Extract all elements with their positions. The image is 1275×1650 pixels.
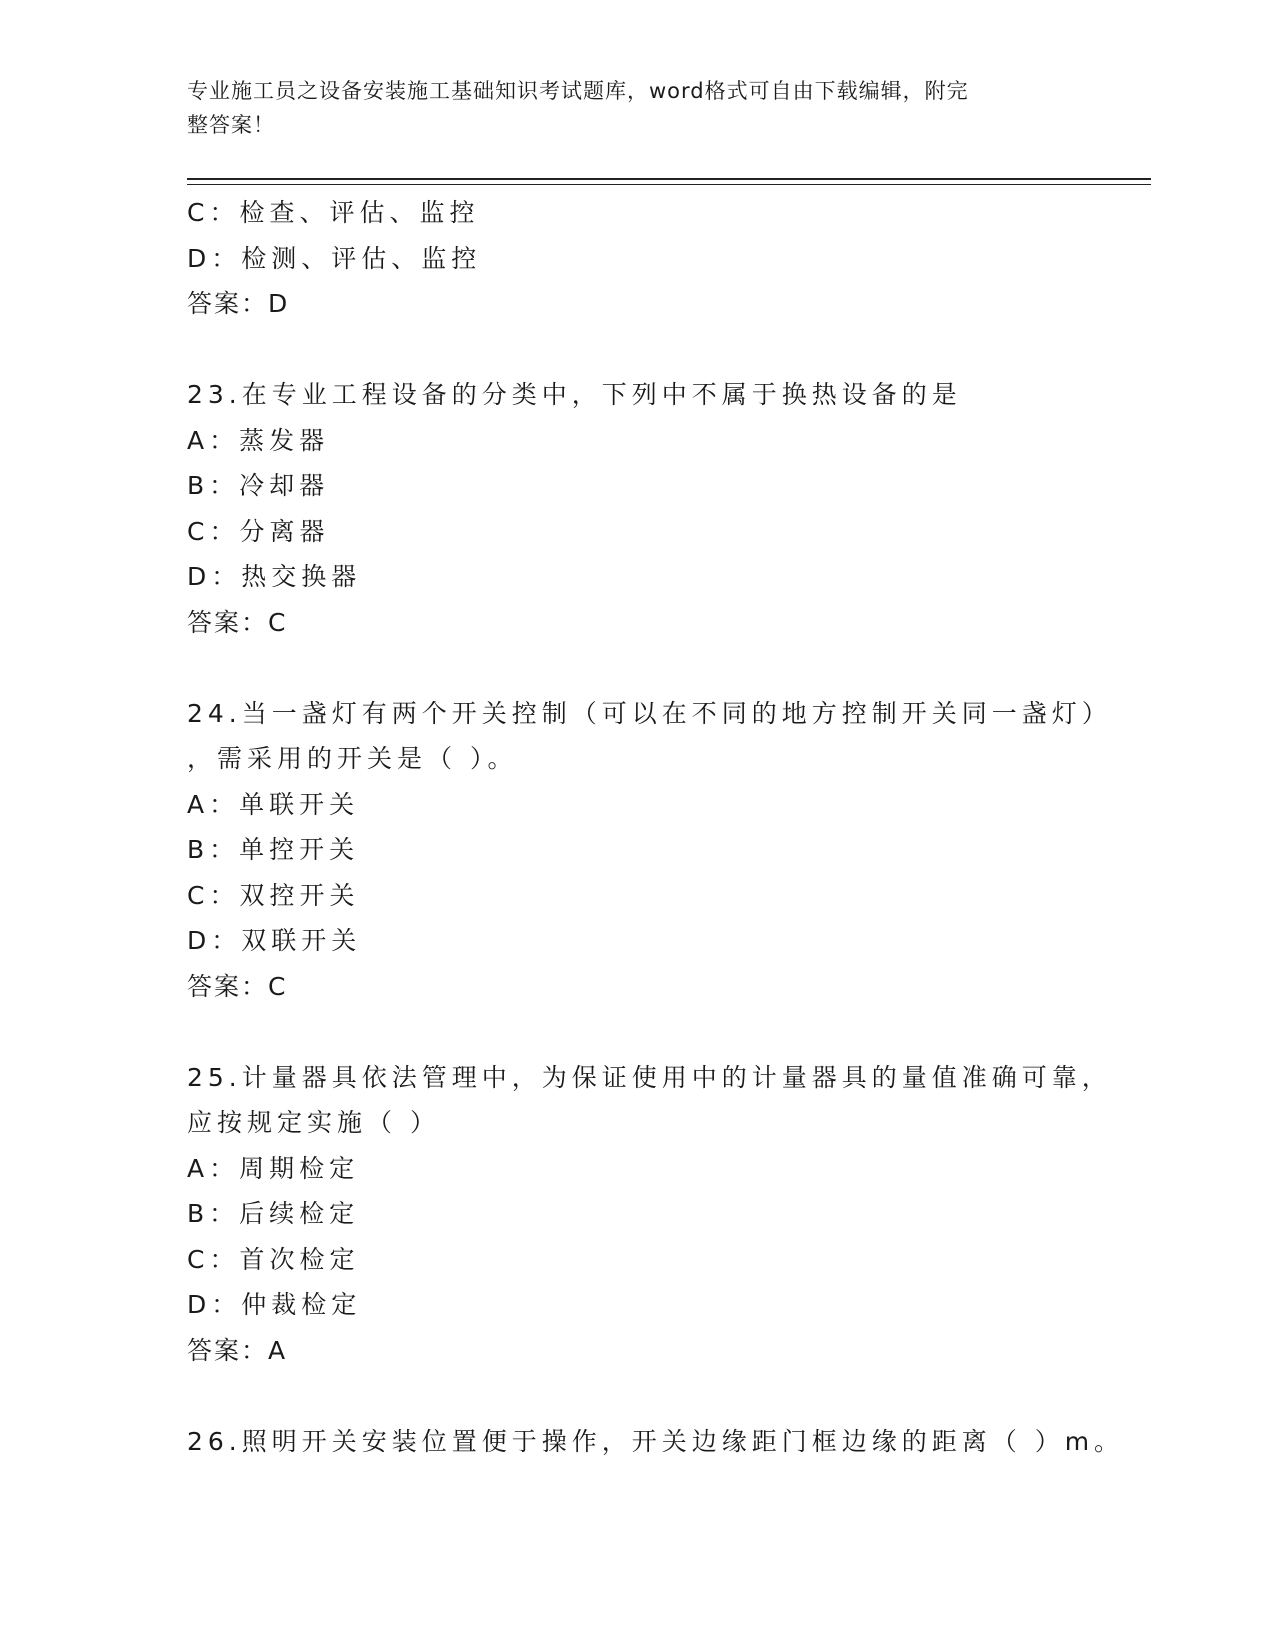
header-divider-thin (187, 184, 1151, 185)
question-stem: 26.照明开关安装位置便于操作，开关边缘距门框边缘的距离（ ）m。 (187, 1426, 1125, 1456)
question-25 (187, 1055, 1112, 1374)
answer: 答案：D (187, 289, 290, 318)
document-header (187, 74, 1067, 142)
spacer (187, 327, 1087, 373)
question-list (187, 190, 1125, 1464)
header-divider-thick (187, 178, 1151, 180)
option-a: A：蒸发器 (187, 425, 330, 455)
option-d: D：双联开关 (187, 926, 362, 955)
option-a: A：周期检定 (187, 1153, 360, 1183)
option-b: B：冷却器 (187, 471, 330, 500)
question-24 (187, 691, 1112, 1010)
option-d: D：热交换器 (187, 562, 362, 591)
option-c: C：分离器 (187, 516, 330, 546)
question-26 (187, 1419, 1125, 1465)
answer: 答案：A (187, 1335, 288, 1365)
option-d: D：仲裁检定 (187, 1290, 362, 1319)
question-stem: 23.在专业工程设备的分类中，下列中不属于换热设备的是 (187, 380, 962, 409)
question-stem-line-1: 25.计量器具依法管理中，为保证使用中的计量器具的量值准确可靠， (187, 1062, 1112, 1092)
option-c: C：检查、评估、监控 (187, 198, 480, 227)
option-d: D：检测、评估、监控 (187, 243, 482, 273)
question-stem-line-1: 24.当一盏灯有两个开关控制（可以在不同的地方控制开关同一盏灯） (187, 698, 1112, 728)
option-a: A：单联开关 (187, 789, 360, 819)
spacer (187, 1009, 1087, 1055)
option-c: C：首次检定 (187, 1244, 360, 1274)
question-22 (187, 190, 1087, 327)
option-b: B：单控开关 (187, 835, 360, 864)
answer: 答案：C (187, 607, 288, 637)
question-stem-line-2: 应按规定实施（ ） (187, 1108, 440, 1137)
question-23 (187, 372, 1087, 645)
header-line-1: 专业施工员之设备安装施工基础知识考试题库，word格式可自由下载编辑，附完 (187, 79, 969, 103)
spacer (187, 1373, 1087, 1419)
option-c: C：双控开关 (187, 880, 360, 910)
option-b: B：后续检定 (187, 1199, 360, 1228)
answer: 答案：C (187, 971, 288, 1001)
header-line-2: 整答案！ (187, 113, 275, 137)
question-stem-line-2: ，需采用的开关是（ ）。 (187, 744, 518, 773)
spacer (187, 645, 1087, 691)
